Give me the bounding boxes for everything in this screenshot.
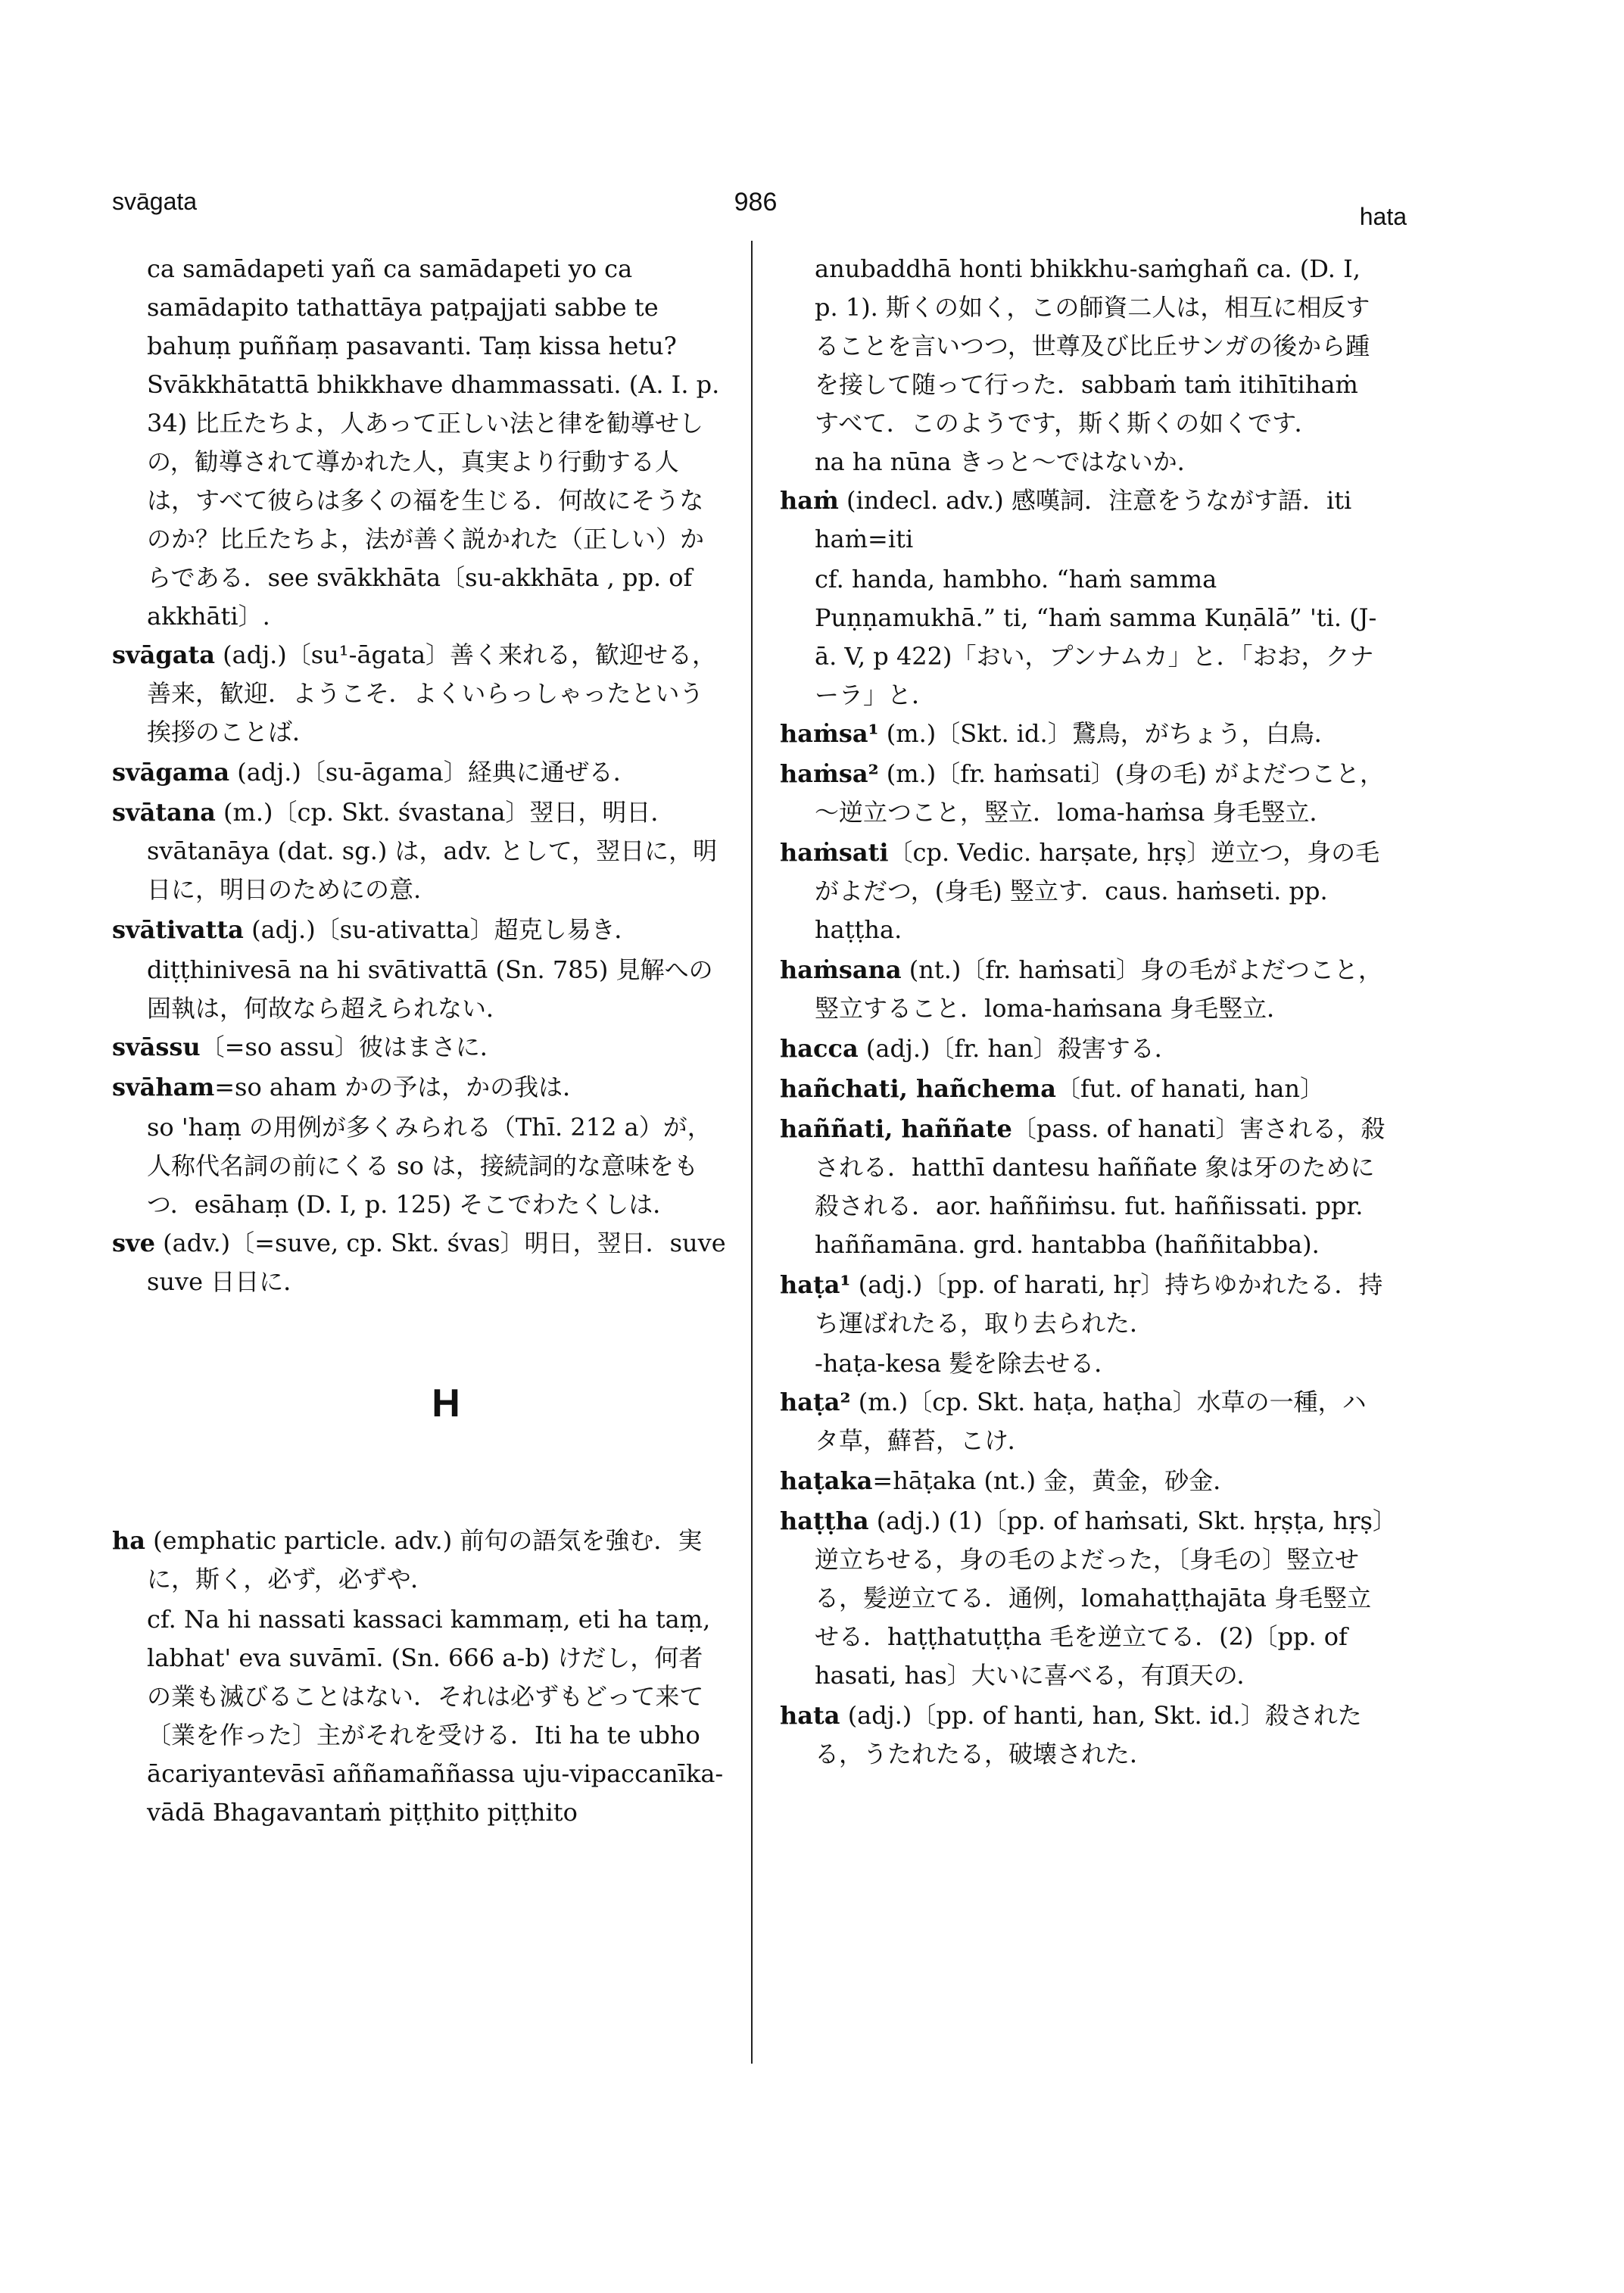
headword: haṭṭha [780, 1506, 869, 1535]
definition: (adj.)〔pp. of harati, hṛ〕持ちゆかれたる．持ち運ばれたる，取り去られた． [815, 1270, 1383, 1338]
dictionary-entry [780, 1502, 1386, 1695]
dictionary-entry [780, 1462, 1386, 1500]
continued-text: na ha nūna きっと～ではないか． [815, 447, 1202, 476]
definition: 〔pass. of hanati〕害される，殺される．hatthī dantesu haññate 象は牙のために殺される．aor. haññiṁsu. fut. haññissati. ppr. haññamāna. grd. hantabba (haññitabba). [815, 1114, 1386, 1259]
dictionary-entry [780, 1696, 1386, 1774]
definition: (adj.)〔fr. han〕殺害する． [858, 1034, 1179, 1063]
headword: haṁsati [780, 838, 889, 867]
definition: (m.)〔fr. haṁsati〕(身の毛) がよだつこと，～逆立つこと，竪立．loma-haṁsa 身毛竪立． [815, 759, 1385, 827]
dictionary-entry [780, 951, 1386, 1028]
dictionary-entry [112, 753, 727, 792]
headword: svāgata [112, 640, 215, 669]
dictionary-entry [112, 1068, 727, 1107]
entry-example: so 'haṃ の用例が多くみられる（Thī. 212 a）が，人称代名詞の前にくる so は，接続詞的な意味をもつ．esāhaṃ (D. I, p. 125) そこでわたくしは． [147, 1113, 712, 1219]
left-column [112, 250, 727, 1832]
dictionary-entry [780, 1266, 1386, 1343]
definition: (adj.)〔su-ativatta〕超克し易き． [243, 915, 639, 944]
definition: (adj.)〔pp. of hanti, han, Skt. id.〕殺されたる，うたれたる，破壊された． [815, 1701, 1362, 1768]
dictionary-entry [112, 1522, 727, 1599]
dictionary-entry [780, 1030, 1386, 1068]
definition: (adj.)〔su-āgama〕経典に通ぜる． [229, 758, 637, 787]
headword: svāham [112, 1073, 215, 1101]
continued-text: ca samādapeti yañ ca samādapeti yo ca samādapito tathattāya paṭpajjati sabbe te bahuṃ puññaṃ pasavanti. Taṃ kissa hetu? Svākkhātattā bhikkhave dhammassati. (A. I. p. 34) 比丘たちよ，人あって正しい法と律を勧導せしの，勧導されて導かれた人，真実より行動する人は，すべて彼らは多くの福を生じる．何故にそうなのか？比丘たちよ，法が善く説かれた（正しい）からである．see svākkhāta〔su-akkhāta , pp. of akkhāti〕. [147, 254, 720, 631]
guide-word-left: svāgata [112, 188, 198, 215]
dictionary-entry [112, 911, 727, 949]
dictionary-entry [112, 1028, 727, 1067]
definition: (adv.)〔=suve, cp. Skt. śvas〕明日，翌日．suve suve 日日に． [147, 1229, 726, 1296]
definition: (emphatic particle. adv.) 前句の語気を強む．実に，斯く，必ず，必ずや． [145, 1526, 703, 1594]
continued-text: anubaddhā honti bhikkhu-saṁghañ ca. (D. I, p. 1). 斯くの如く，この師資二人は，相互に相反することを言いつつ，世尊及び比丘サンガの後から踵を接して随って行った．sabbaṁ taṁ itihītihaṁ すべて．このようです，斯く斯くの如くです． [815, 254, 1370, 438]
definition: 〔cp. Vedic. harṣate, hṛṣ〕逆立つ，身の毛がよだつ，(身毛) 竪立す．caus. haṁseti. pp. haṭṭha. [815, 838, 1380, 944]
definition: 〔fut. of hanati, han〕 [1055, 1074, 1324, 1103]
definition: (indecl. adv.) 感嘆詞．注意をうながす語．iti haṁ=iti [815, 486, 1352, 553]
headword: haññati, haññate [780, 1114, 1012, 1143]
entry-example: cf. handa, hambho. “haṁ samma Puṇṇamukhā.” ti, “haṁ samma Kuṇālā” 'ti. (J-ā. V, p 422)「おい，プンナムカ」と．「おお，クナーラ」と． [815, 565, 1377, 709]
headword: svāssu [112, 1033, 201, 1061]
entry-example: diṭṭhinivesā na hi svātivattā (Sn. 785) 見解への固執は，何故なら超えられない． [147, 955, 713, 1023]
headword: svātivatta [112, 915, 244, 944]
definition: 〔=so assu〕彼はまさに． [200, 1033, 504, 1061]
dictionary-entry [780, 1110, 1386, 1264]
column-divider [751, 241, 753, 2064]
headword: sve [112, 1229, 155, 1257]
definition: (adj.)〔su¹-āgata〕善く来れる，歓迎せる，善来，歓迎．ようこそ．よくいらっしゃったという挨拶のことば． [147, 640, 717, 746]
headword: svāgama [112, 758, 230, 787]
dictionary-entry [780, 833, 1386, 949]
definition: =hāṭaka (nt.) 金，黄金，砂金． [872, 1466, 1238, 1495]
dictionary-entry [112, 793, 727, 909]
headword: haṁsana [780, 955, 902, 984]
dictionary-entry [112, 636, 727, 752]
definition: (nt.)〔fr. haṁsati〕身の毛がよだつこと，竪立すること．loma-haṁsana 身毛竪立． [815, 955, 1382, 1023]
dictionary-entry [780, 755, 1386, 832]
headword: haṁsa¹ [780, 719, 879, 748]
definition: (m.)〔Skt. id.〕鵞鳥，がちょう，白鳥． [878, 719, 1339, 748]
definition: (adj.) (1)〔pp. of haṁsati, Skt. hṛṣṭa, hṛṣ〕逆立ちせる，身の毛のよだった，〔身毛の〕竪立せる，髪逆立てる．通例，lomahaṭṭhajāta 身毛竪立せる．haṭṭhatuṭṭha 毛を逆立てる．(2)〔pp. of hasati, has〕大いに喜べる，有頂天の． [815, 1506, 1385, 1690]
dictionary-entry [780, 481, 1386, 559]
dictionary-entry [112, 1224, 727, 1301]
headword: svātana [112, 798, 216, 827]
headword: hañchati, hañchema [780, 1074, 1056, 1103]
dictionary-entry [780, 1070, 1386, 1108]
definition: (m.)〔cp. Skt. śvastana〕翌日，明日．svātanāya (dat. sg.) は，adv. として，翌日に，明日に，明日のためにの意. [147, 798, 718, 904]
dictionary-entry [780, 1383, 1386, 1460]
dictionary-entry [780, 715, 1386, 753]
entry-example: -haṭa-kesa 髪を除去せる． [815, 1349, 1119, 1378]
section-letter: H [432, 1382, 460, 1425]
headword: haṁsa² [780, 759, 879, 788]
headword: hacca [780, 1034, 859, 1063]
guide-word-right: hata [1359, 203, 1407, 230]
headword: haṭaka [780, 1466, 873, 1495]
headword: haṁ [780, 486, 839, 515]
headword: ha [112, 1526, 145, 1555]
page-header [112, 188, 1407, 230]
page-number: 986 [734, 188, 778, 217]
entry-example: cf. Na hi nassati kassaci kammaṃ, eti ha taṃ, labhat' eva suvāmī. (Sn. 666 a-b) けだし，何者の業も滅びることはない．それは必ずもどって来て〔業を作った〕主がそれを受ける．Iti ha te ubho ācariyantevāsī aññamaññassa uju-vipaccanīka-vādā Bhagavantaṁ piṭṭhito piṭṭhito [147, 1605, 724, 1827]
headword: haṭa¹ [780, 1270, 851, 1299]
definition: =so aham かの予は，かの我は． [214, 1073, 588, 1101]
headword: haṭa² [780, 1388, 851, 1416]
definition: (m.)〔cp. Skt. haṭa, haṭha〕水草の一種，ハタ草，蘚苔，こけ． [815, 1388, 1367, 1455]
right-column [780, 250, 1386, 1775]
headword: hata [780, 1701, 840, 1730]
